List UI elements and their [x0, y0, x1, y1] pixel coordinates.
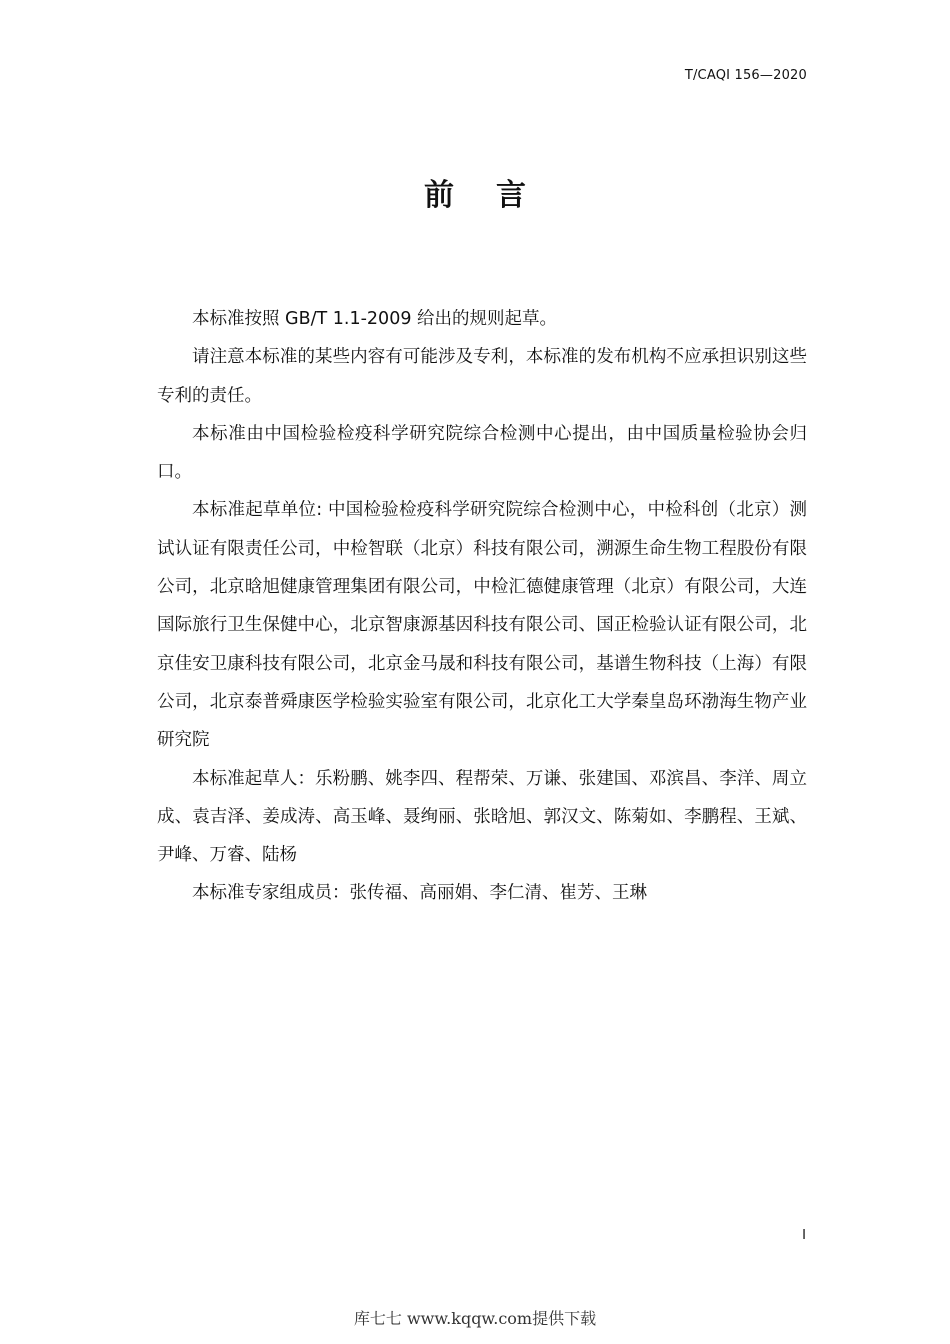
paragraph-drafting-units: 本标准起草单位: 中国检验检疫科学研究院综合检测中心，中检科创（北京）测试认证有限责任公司，中检智联（北京）科技有限公司，溯源生命生物工程股份有限公司，北京晗旭健康管理集团有限公司，中检汇德健康管理（北京）有限公司，大连国际旅行卫生保健中心，北京智康源基因科技有限公司、国正检验认证有限公司，北京佳安卫康科技有限公司，北京金马晟和科技有限公司，基谱生物科技（上海）有限公司，北京泰普舜康医学检验实验室有限公司，北京化工大学秦皇岛环渤海生物产业研究院: [157, 500, 807, 751]
foreword-body: [157, 300, 807, 913]
paragraph-expert-group: 本标准专家组成员：张传福、高丽娟、李仁清、崔芳、王琳: [192, 883, 647, 904]
page-title: 前言: [424, 178, 568, 213]
page-number: I: [802, 1228, 806, 1243]
paragraph-proposer: 本标准由中国检验检疫科学研究院综合检测中心提出，由中国质量检验协会归口。: [157, 423, 807, 483]
paragraph-patent-notice: 请注意本标准的某些内容有可能涉及专利，本标准的发布机构不应承担识别这些专利的责任。: [157, 347, 807, 406]
document-code: T/CAQI 156—2020: [684, 68, 807, 83]
paragraph-drafters: 本标准起草人：乐粉鹏、姚李四、程帮荣、万谦、张建国、邓滨昌、李洋、周立成、袁吉泽、姜成涛、高玉峰、聂绚丽、张晗旭、郭汉文、陈菊如、李鹏程、王斌、尹峰、万睿、陆杨: [157, 768, 807, 866]
download-watermark: 库七七 www.kqqw.com提供下载: [353, 1309, 597, 1328]
paragraph-drafting-rules: 本标准按照 GB/T 1.1-2009 给出的规则起草。: [192, 309, 558, 329]
